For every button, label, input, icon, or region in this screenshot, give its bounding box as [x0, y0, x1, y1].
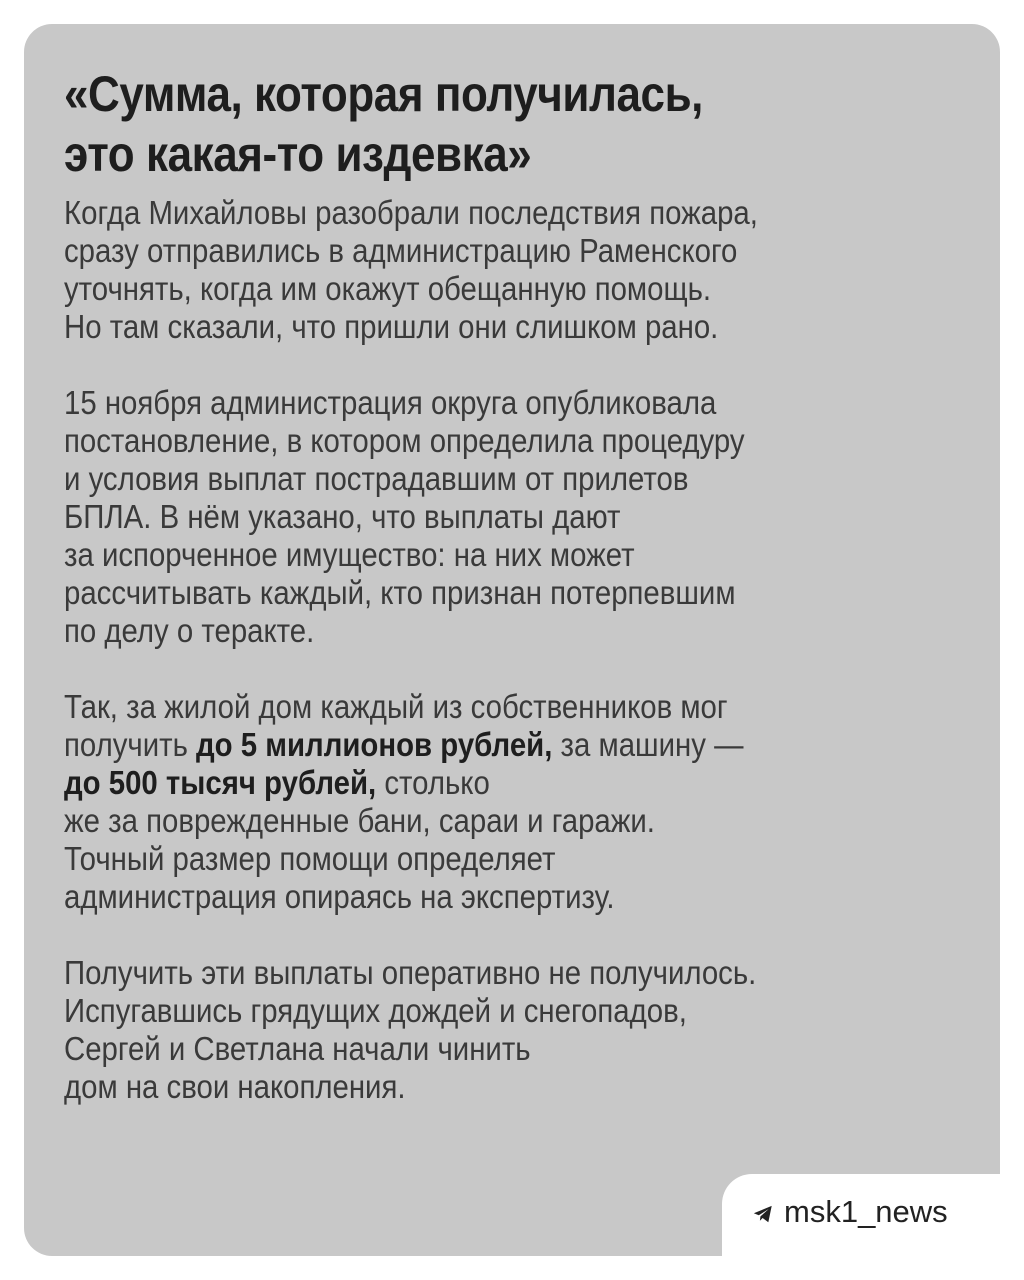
- text-line: по делу о теракте.: [64, 612, 315, 649]
- bold-amount-house: до 5 миллионов рублей,: [196, 726, 553, 763]
- telegram-icon: [752, 1203, 774, 1225]
- text-line: Когда Михайловы разобрали последствия пожара,: [64, 194, 758, 231]
- text-line: Точный размер помощи определяет: [64, 840, 556, 877]
- bold-amount-car: до 500 тысяч рублей,: [64, 764, 377, 801]
- paragraph-1: [64, 194, 954, 346]
- title-line: это какая-то издевка»: [64, 126, 532, 182]
- text-line: Сергей и Светлана начали чинить: [64, 1030, 531, 1067]
- text-line: 15 ноября администрация округа опубликовала: [64, 384, 717, 421]
- text-line: Так, за жилой дом каждый из собственников мог: [64, 688, 728, 725]
- text-line: Получить эти выплаты оперативно не получилось.: [64, 954, 757, 991]
- title-line: «Сумма, которая получилась,: [64, 66, 703, 122]
- text-line: рассчитывать каждый, кто признан потерпевшим: [64, 574, 736, 611]
- text-line: же за поврежденные бани, сараи и гаражи.: [64, 802, 655, 839]
- text-fragment: столько: [376, 764, 490, 801]
- article-body: [64, 194, 954, 1106]
- text-line: за испорченное имущество: на них может: [64, 536, 635, 573]
- paragraph-2: [64, 384, 954, 650]
- text-line: БПЛА. В нём указано, что выплаты дают: [64, 498, 621, 535]
- channel-badge[interactable]: [722, 1174, 1024, 1280]
- paragraph-4: [64, 954, 954, 1106]
- text-line: [64, 764, 954, 802]
- channel-handle[interactable]: msk1_news: [784, 1194, 948, 1229]
- text-fragment: за машину —: [552, 726, 744, 763]
- text-line: [64, 726, 954, 764]
- text-line: сразу отправились в администрацию Раменского: [64, 232, 738, 269]
- text-line: администрация опираясь на экспертизу.: [64, 878, 615, 915]
- article-card: [24, 24, 1000, 1256]
- paragraph-3: [64, 688, 954, 916]
- text-fragment: получить: [64, 726, 197, 763]
- text-line: уточнять, когда им окажут обещанную помощь.: [64, 270, 712, 307]
- text-line: постановление, в котором определила процедуру: [64, 422, 745, 459]
- text-line: Испугавшись грядущих дождей и снегопадов,: [64, 992, 687, 1029]
- text-line: дом на свои накопления.: [64, 1068, 406, 1105]
- article-title: [64, 64, 944, 184]
- text-line: и условия выплат пострадавшим от прилетов: [64, 460, 689, 497]
- text-line: Но там сказали, что пришли они слишком рано.: [64, 308, 719, 345]
